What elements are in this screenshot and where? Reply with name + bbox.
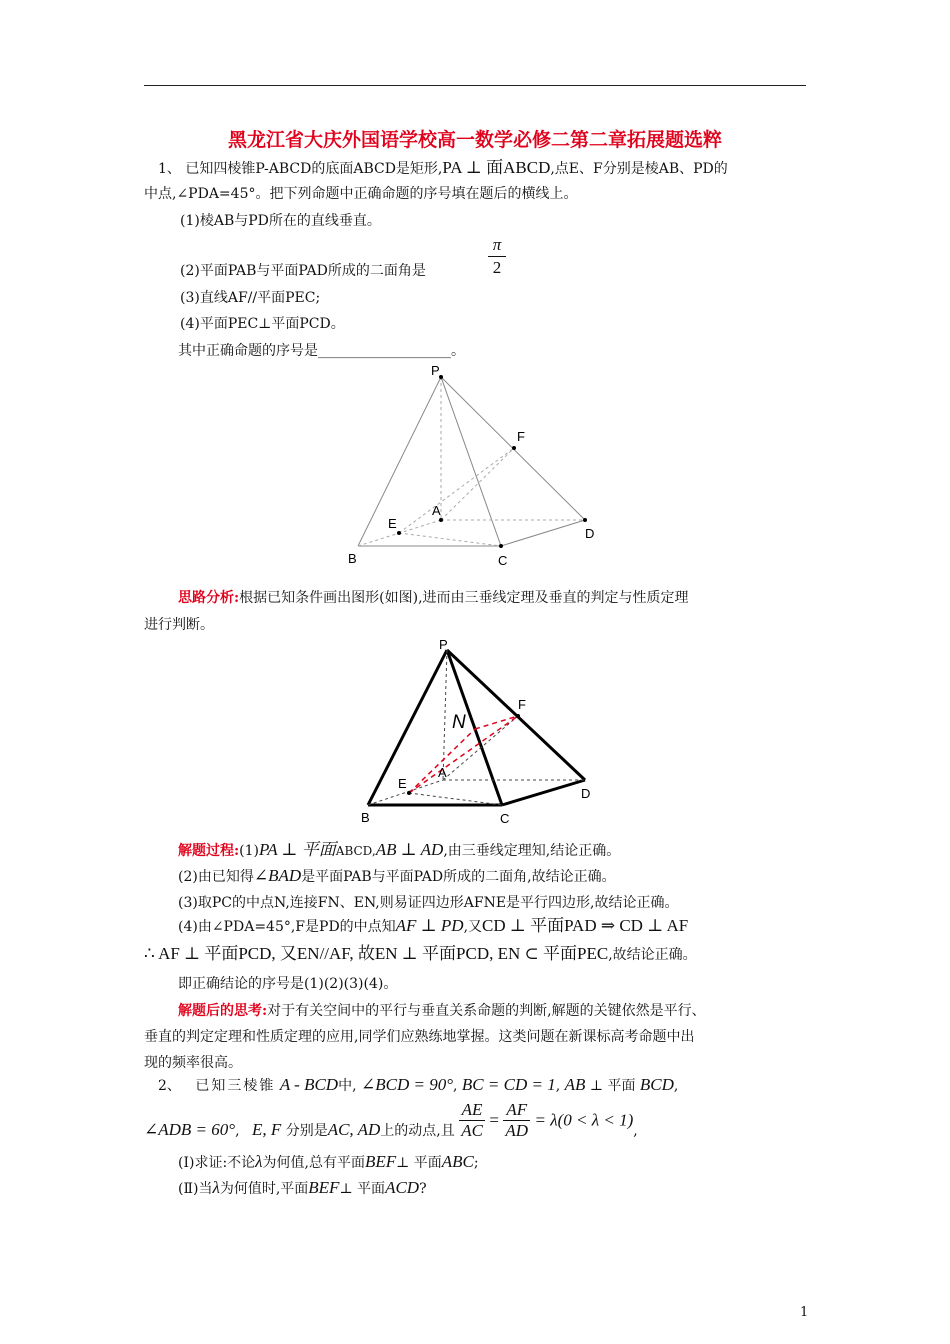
solution-s5-b: ,故结论正确。 [608,947,697,963]
q2-fraction-af-ad [503,1100,530,1141]
q2-m6: ∠ADB = 60° [144,1119,236,1139]
q2-p1-m2: BEF [365,1152,397,1171]
solution-s5-math: ∴ AF ⊥ 平面PCD, 又EN//AF, 故EN ⊥ 平面PCD, EN ⊂ 平面PEC [144,944,609,963]
solution-line1 [178,840,620,861]
solution-s1-a: (1) [239,843,260,859]
figure-1-pyramid [340,360,610,570]
q2-p2-m3: ACD [385,1178,420,1197]
pi-denominator: 2 [492,258,502,277]
solution-s4-math1: AF ⊥ PD [395,916,464,935]
fig2-label-F: F [518,697,526,712]
q1-item-2: (2)平面PAB与平面PAD所成的二面角是 [180,263,426,279]
reflection-label: 解题后的思考: [178,1003,268,1019]
q2-part2 [178,1178,427,1199]
analysis-text: 根据已知条件画出图形(如图),进而由三垂线定理及垂直的判定与性质定理 [239,590,689,606]
fig2-label-A: A [438,765,447,780]
fig1-label-F: F [517,429,525,444]
fig1-label-E: E [388,516,397,531]
q1-line2: 中点,∠PDA=45°。把下列命题中正确命题的序号填在题后的横线上。 [144,186,578,202]
q1-item-3: (3)直线AF//平面PEC; [180,290,321,306]
solution-s1-b: ABCD, [335,844,376,858]
solution-s4-a: (4)由∠PDA=45°,F是PD的中点知 [178,919,396,935]
q2-f1-den: AC [461,1121,483,1140]
q2-fraction-ae-ac [459,1100,485,1141]
q2-p2-m1: λ [212,1178,220,1197]
q2-p2-c: ⊥ 平面 [339,1181,386,1197]
fig2-label-P: P [439,637,448,652]
header-rule [144,85,806,86]
q2-t6: , [673,1078,679,1094]
q1-answer-line: 其中正确命题的序号是___________________。 [178,343,465,359]
q2-p2-m2: BEF [308,1178,340,1197]
analysis-line2: 进行判断。 [144,617,214,633]
q2-m2: ∠BCD = 90° [360,1075,453,1094]
q2-p1-m3: ABC [441,1152,474,1171]
q1-item-1: (1)棱AB与PD所在的直线垂直。 [180,213,381,229]
q2-m4: AB [564,1075,586,1094]
q2-t7: , [235,1122,240,1139]
fig1-label-D: D [585,526,595,541]
solution-label: 解题过程: [178,843,240,859]
q2-t8: 分别是 [285,1122,328,1139]
q2-number: 2、 [158,1078,181,1094]
page-number: 1 [800,1305,809,1320]
pi-numerator: π [488,234,506,257]
solution-s2-b: 是平面PAB与平面PAD所成的二面角,故结论正确。 [301,869,616,885]
solution-s1-math2: AB ⊥ AD [375,840,444,859]
q2-f1-num: AE [459,1100,485,1121]
q2-m5: BCD [639,1075,674,1094]
reflection-text1: 对于有关空间中的平行与垂直关系命题的判断,解题的关键依然是平行、 [267,1003,706,1019]
reflection-line1 [178,1001,706,1021]
solution-s2-math: ∠BAD [253,866,302,885]
fig2-label-N: N [452,712,466,733]
q2-p1-d: ; [473,1155,479,1171]
q2-line1 [158,1075,678,1096]
q2-t5: ⊥ 平面 [589,1078,636,1094]
fig1-label-C: C [498,553,508,568]
fig1-label-B: B [348,551,357,566]
q2-t4: , [555,1078,561,1094]
q1-text-b: ,点E、F分别是棱AB、PD的 [550,161,728,177]
solution-conclusion: 即正确结论的序号是(1)(2)(3)(4)。 [178,976,398,992]
fig2-label-E: E [398,776,407,791]
q2-part1 [178,1152,479,1173]
q2-p2-d: ? [419,1181,427,1197]
fig2-label-C: C [500,811,510,825]
q2-f2-den: AD [505,1121,529,1140]
q2-f2-num: AF [503,1100,530,1121]
fig1-label-A: A [432,503,441,518]
q2-t10: , [633,1122,638,1139]
solution-s1-math1: PA ⊥ 平面 [259,840,336,859]
solution-line4 [178,916,688,937]
q2-m1: A - BCD [279,1075,339,1094]
q2-p1-c: ⊥ 平面 [396,1155,442,1171]
solution-line5 [144,944,697,965]
fig2-label-B: B [361,810,370,825]
q2-t2: 中, [338,1078,357,1094]
fig2-label-D: D [581,786,591,801]
analysis-label: 思路分析: [178,590,240,606]
solution-line3: (3)取PC的中点N,连接FN、EN,则易证四边形AFNE是平行四边形,故结论正确。 [178,895,679,911]
pi-fraction [488,234,506,279]
q2-t3: , [453,1078,458,1094]
fig1-label-P: P [431,363,440,378]
figure-2-pyramid [355,635,605,825]
q2-m3: BC = CD = 1 [461,1075,556,1094]
q2-p1-b: 为何值,总有平面 [262,1155,365,1171]
q1-text-a: 1、 已知四棱锥P-ABCD的底面ABCD是矩形, [158,161,443,177]
q2-line2: ∠ADB = 60°, E, F 分别是AC, AD上的动点,且 $\frac{AE}{AC}$ = $\frac{AF}{AD}$ = λ(0 < λ < 1), [144,1100,638,1140]
q1-item-4: (4)平面PEC⊥平面PCD。 [180,316,345,332]
solution-s2-a: (2)由已知得 [178,869,254,885]
q2-t9: 上的动点,且 [380,1122,455,1139]
q2-p1-a: (Ⅰ)求证:不论 [178,1155,256,1171]
reflection-line2: 垂直的判定定理和性质定理的应用,同学们应熟练地掌握。这类问题在新课标高考命题中出 [144,1029,695,1045]
solution-s1-c: ,由三垂线定理知,结论正确。 [443,843,621,859]
analysis-line1 [178,588,689,608]
q1-line1 [158,158,728,179]
q2-m9: = λ(0 < λ < 1) [534,1110,634,1130]
page-title: 黑龙江省大庆外国语学校高一数学必修二第二章拓展题选粹 [227,129,722,151]
reflection-line3: 现的频率很高。 [144,1055,242,1071]
q2-p2-b: 为何值时,平面 [219,1181,309,1197]
solution-s4-math2: CD ⊥ 平面PAD ⇒ CD ⊥ AF [482,916,689,935]
q2-m7: E, F [251,1119,282,1139]
q1-math: PA ⊥ 面ABCD [442,158,551,177]
q2-p1-m1: λ [255,1152,263,1171]
q2-p2-a: (Ⅱ)当 [178,1181,213,1197]
q2-t1: 已知三棱锥 [195,1078,276,1094]
solution-line2 [178,866,616,887]
solution-s4-b: ,又 [463,919,483,935]
q2-m8: AC, AD [327,1119,381,1139]
